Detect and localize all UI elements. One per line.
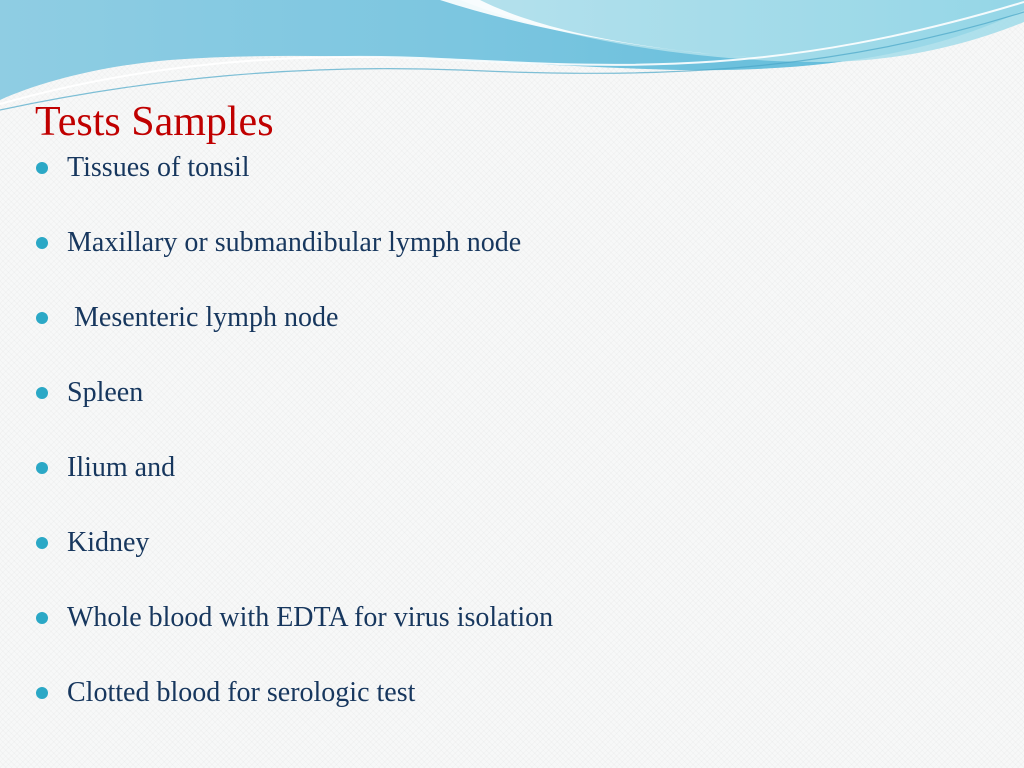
bullet-icon bbox=[36, 537, 48, 549]
bullet-icon bbox=[36, 687, 48, 699]
bullet-text: Mesenteric lymph node bbox=[67, 301, 339, 333]
list-item bbox=[36, 655, 996, 730]
list-item bbox=[36, 430, 996, 505]
slide-title: Tests Samples bbox=[35, 99, 274, 145]
bullet-text: Maxillary or submandibular lymph node bbox=[67, 226, 522, 258]
list-item bbox=[36, 205, 996, 280]
bullet-icon bbox=[36, 162, 48, 174]
bullet-icon bbox=[36, 612, 48, 624]
list-item bbox=[36, 355, 996, 430]
bullet-list bbox=[36, 151, 996, 756]
bullet-icon bbox=[36, 387, 48, 399]
list-item bbox=[36, 580, 996, 655]
bullet-icon bbox=[36, 237, 48, 249]
bullet-icon bbox=[36, 462, 48, 474]
bullet-text: Kidney bbox=[67, 526, 150, 558]
bullet-text: Spleen bbox=[67, 376, 144, 408]
bullet-text: Whole blood with EDTA for virus isolation bbox=[67, 601, 554, 633]
bullet-text: Tissues of tonsil bbox=[67, 151, 250, 183]
bullet-text: Clotted blood for serologic test bbox=[67, 676, 416, 708]
list-item bbox=[36, 280, 996, 355]
bullet-text: Ilium and bbox=[67, 451, 176, 483]
bullet-icon bbox=[36, 312, 48, 324]
list-item bbox=[36, 505, 996, 580]
list-item bbox=[36, 130, 996, 205]
